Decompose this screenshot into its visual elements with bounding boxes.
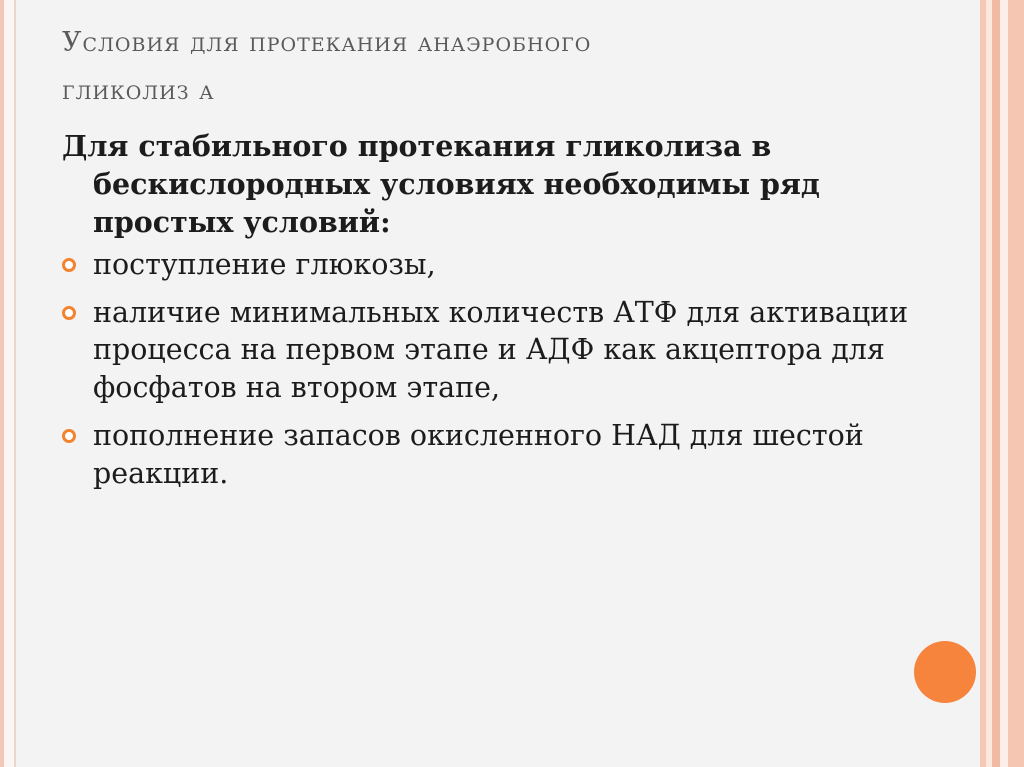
intro-paragraph xyxy=(62,128,942,242)
slide-title-line-2: гликолиз а xyxy=(62,74,215,106)
conditions-list xyxy=(62,246,942,493)
list-item xyxy=(62,417,942,493)
list-item xyxy=(62,294,942,408)
list-item-text: поступление глюкозы, xyxy=(93,247,436,281)
list-item xyxy=(62,246,942,284)
list-item-text: пополнение запасов окисленного НАД для шестой реакции. xyxy=(93,419,864,491)
orange-circle-decoration xyxy=(914,641,976,703)
hollow-circle-bullet-icon xyxy=(62,306,76,320)
left-accent-stripe xyxy=(0,0,4,767)
border-stripe xyxy=(1008,0,1024,767)
intro-line-1: Для стабильного протекания гликолиза в xyxy=(62,129,772,163)
hollow-circle-bullet-icon xyxy=(62,429,76,443)
slide-title xyxy=(62,16,942,111)
right-decorative-border xyxy=(980,0,1024,767)
intro-line-2: бескислородных условиях необходимы ряд xyxy=(93,166,820,201)
intro-line-3: простых условий: xyxy=(93,204,391,239)
border-stripe xyxy=(992,0,1000,767)
slide-title-line-1: Условия для протекания анаэробного xyxy=(62,27,592,58)
border-stripe xyxy=(1000,0,1008,767)
slide-body xyxy=(62,128,942,503)
hollow-circle-bullet-icon xyxy=(62,258,76,272)
list-item-text: наличие минимальных количеств АТФ для активации процесса на первом этапе и АДФ как акцептора для фосфатов на втором этапе, xyxy=(93,295,909,405)
